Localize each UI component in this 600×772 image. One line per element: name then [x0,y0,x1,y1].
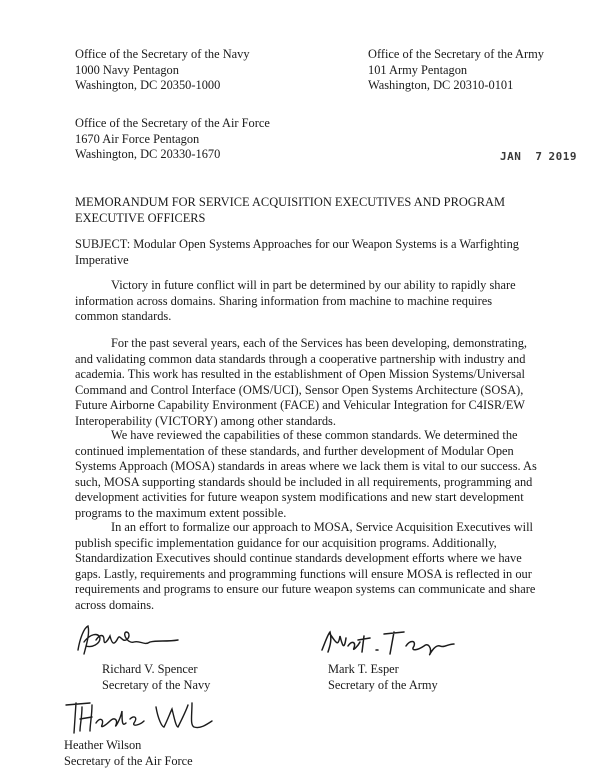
date-stamp-year: 2019 [548,150,577,163]
date-stamp-month: JAN [500,150,522,163]
navy-street-line: 1000 Navy Pentagon [75,62,179,77]
navy-handwritten-signature [70,620,190,660]
navy-signatory-name: Richard V. Spencer [102,662,198,676]
navy-city-line: Washington, DC 20350-1000 [75,78,221,92]
body-paragraph-3: We have reviewed the capabilities of these common standards. We determined the continued implementation of these standards, and further development of Modular Open Systems Approach (MOSA) standards in areas where we lack them is vital to our success. As such, MOSA supporting standards should be included in all requirements, programming and development activities for future weapon system modifications and new start development programs to the maximum extent possible. [75,428,537,520]
army-street-line: 101 Army Pentagon [368,62,468,77]
army-handwritten-signature [318,624,458,660]
navy-address-block [75,47,250,94]
air-force-signatory-title: Secretary of the Air Force [64,753,193,768]
army-signature-block [328,662,438,693]
army-signatory-title: Secretary of the Army [328,677,438,692]
air-force-street-line: 1670 Air Force Pentagon [75,131,200,146]
air-force-office-line: Office of the Secretary of the Air Force [75,116,270,130]
army-signatory-name: Mark T. Esper [328,662,399,676]
navy-office-line: Office of the Secretary of the Navy [75,47,250,61]
memo-recipients: MEMORANDUM FOR SERVICE ACQUISITION EXECUTIVES AND PROGRAM EXECUTIVE OFFICERS [75,195,505,225]
army-office-line: Office of the Secretary of the Army [368,47,544,61]
memo-subject: SUBJECT: Modular Open Systems Approaches for our Weapon Systems is a Warfighting Imperative [75,237,519,267]
air-force-city-line: Washington, DC 20330-1670 [75,147,221,161]
air-force-address-block [75,116,270,163]
air-force-signature-block [64,738,193,769]
air-force-handwritten-signature [60,697,220,737]
date-stamp-day: 7 [535,150,543,163]
navy-signature-block [102,662,210,693]
body-paragraph-1: Victory in future conflict will in part be determined by our ability to rapidly share information across domains. Sharing information from machine to machine requires common standards. [75,278,516,323]
body-paragraph-4: In an effort to formalize our approach to MOSA, Service Acquisition Executives will publish specific implementation guidance for our acquisition programs. Additionally, Standardization Executives should continue standards development efforts where we have gaps. Lastly, requirements and programming functions will ensure MOSA is reflected in our requirements and programs to ensure our future weapon systems can communicate and share across domains. [75,520,536,612]
army-address-block [368,47,544,94]
army-city-line: Washington, DC 20310-0101 [368,78,514,92]
date-stamp [500,150,577,163]
body-paragraph-2: For the past several years, each of the Services has been developing, demonstrating, and validating common data standards through a cooperative partnership with industry and academia. This work has resulted in the establishment of Open Mission Systems/Universal Command and Control Interface (OMS/UCI), Sensor Open Systems Architecture (SOSA), Future Airborne Capability Environment (FACE) and Vehicular Integration for C4ISR/EW Interoperability (VICTORY) among other standards. [75,336,527,428]
navy-signatory-title: Secretary of the Navy [102,677,211,692]
air-force-signatory-name: Heather Wilson [64,738,142,752]
